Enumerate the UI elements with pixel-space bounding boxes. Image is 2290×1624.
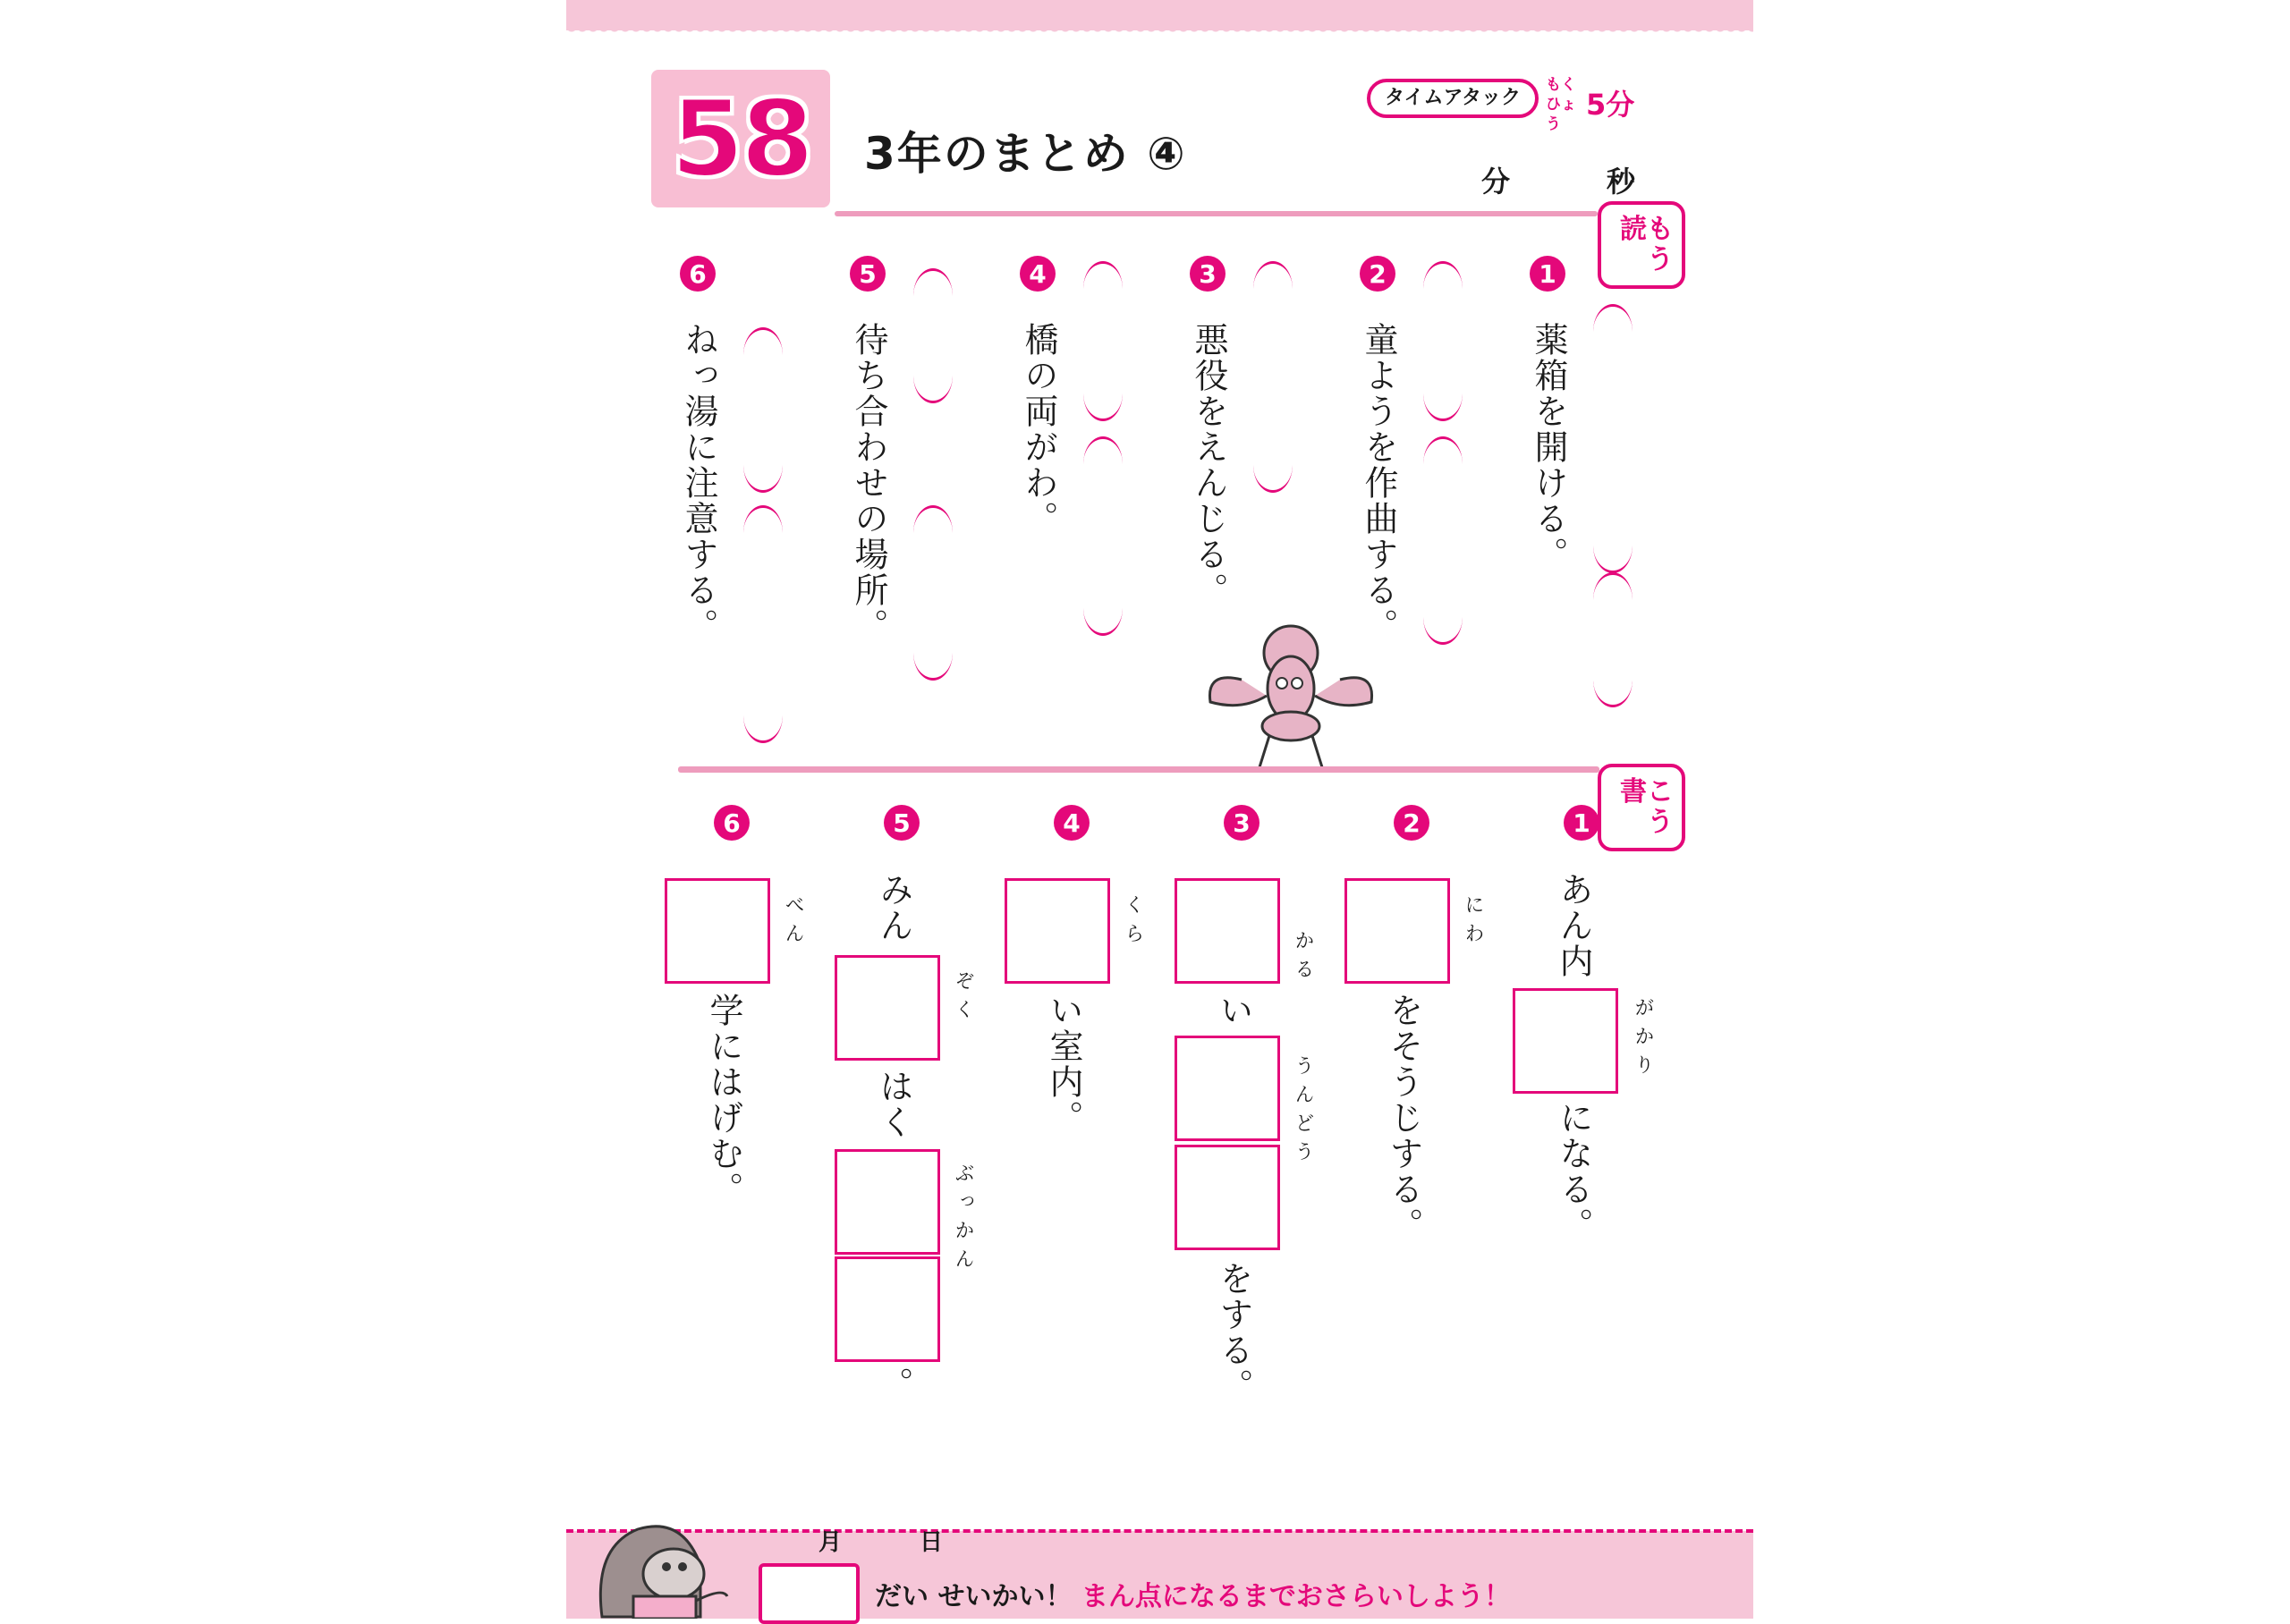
writing-q4-answer-box[interactable] (1005, 878, 1110, 984)
writing-stamp (1598, 764, 1685, 851)
reading-q4-answer-bottom[interactable] (1083, 393, 1123, 421)
month-label: 月 (818, 1529, 843, 1556)
writing-q4-after: い室内。 (1044, 993, 1083, 1136)
poodle-mascot-illustration (1188, 617, 1394, 767)
target-time: 5分 (1586, 88, 1635, 122)
reading-q3-number: 3 (1190, 256, 1226, 292)
reading-q2-answer-bottom[interactable] (1423, 393, 1463, 421)
writing-q6-number: 6 (714, 805, 750, 841)
writing-q2-ruby: にわ (1462, 894, 1484, 952)
writing-q3-after: をする。 (1214, 1261, 1253, 1404)
reading-q6-number: 6 (680, 256, 716, 292)
reading-q2-text: 童ようを作曲する。 (1359, 322, 1398, 644)
reading-q3-text: 悪役をえんじる。 (1189, 322, 1228, 608)
writing-q6-after: 学にはげむ。 (704, 993, 743, 1207)
writing-q6-ruby: べん (782, 894, 804, 952)
writing-q5-number: 5 (884, 805, 920, 841)
writing-q1-ruby: がかり (1632, 997, 1654, 1083)
praise-pink-text: まん点になるまでおさらいしよう！ (1081, 1581, 1511, 1612)
minutes-label: 分 (1481, 165, 1511, 199)
reading-q5-answer-top[interactable] (913, 268, 953, 296)
top-decoration-band (566, 0, 1753, 30)
writing-q5-answer-box-1[interactable] (835, 955, 940, 1061)
reading-q5-number: 5 (850, 256, 886, 292)
writing-q5-after: 。 (874, 1366, 913, 1402)
writing-q5-ruby-2: ぶっかん (952, 1163, 974, 1277)
reading-q2-answer2-top[interactable] (1423, 436, 1463, 464)
worksheet-page (566, 0, 1753, 1619)
time-attack-badge: タイムアタック (1367, 79, 1539, 118)
reading-q6-answer-bottom[interactable] (743, 465, 783, 493)
section-divider (678, 766, 1599, 773)
writing-q1-before: あん内 (1554, 872, 1593, 979)
writing-q3-ruby-2: うんどう (1292, 1055, 1314, 1170)
writing-q4-ruby: くら (1122, 894, 1144, 952)
writing-q5-mid: はく (874, 1069, 913, 1140)
reading-q5-answer-bottom[interactable] (913, 376, 953, 403)
reading-stamp (1598, 201, 1685, 289)
praise-message (875, 1574, 1511, 1613)
reading-q2-number: 2 (1360, 256, 1395, 292)
reading-q3-answer-bottom[interactable] (1253, 465, 1293, 493)
reading-q1-answer2-top[interactable] (1593, 572, 1633, 600)
writing-q6-answer-box[interactable] (665, 878, 770, 984)
writing-q2-answer-box[interactable] (1344, 878, 1450, 984)
lesson-number-badge (651, 70, 830, 207)
reading-q5-answer2-bottom[interactable] (913, 653, 953, 681)
praise-black-text: だい せいかい！ (875, 1581, 1073, 1612)
writing-q2-after: をそうじする。 (1384, 993, 1423, 1243)
reading-q4-answer-top[interactable] (1083, 261, 1123, 289)
page-title: 3年のまとめ ④ (864, 128, 1187, 180)
reading-q1-number: 1 (1530, 256, 1565, 292)
reading-q4-number: 4 (1020, 256, 1056, 292)
writing-q5-before: みん (874, 872, 913, 943)
reading-q1-text: 薬箱を開ける。 (1529, 322, 1568, 572)
reading-q6-text: ねっ湯に注意する。 (679, 322, 718, 644)
seconds-label: 秒 (1607, 165, 1636, 199)
reading-q1-answer-top[interactable] (1593, 304, 1633, 332)
writing-q5-answer-box-3[interactable] (835, 1256, 940, 1362)
day-label: 日 (920, 1529, 944, 1556)
writing-q3-mid: い (1214, 993, 1253, 1028)
reading-q1-answer2-bottom[interactable] (1593, 680, 1633, 707)
reading-q1-answer-bottom[interactable] (1593, 546, 1633, 573)
writing-q1-after: になる。 (1554, 1100, 1593, 1243)
reading-q6-answer2-bottom[interactable] (743, 715, 783, 743)
writing-q3-answer-box-3[interactable] (1175, 1145, 1280, 1250)
writing-q3-answer-box-1[interactable] (1175, 878, 1280, 984)
reading-q3-answer-top[interactable] (1253, 261, 1293, 289)
writing-q5-answer-box-2[interactable] (835, 1149, 940, 1255)
reading-q2-answer2-bottom[interactable] (1423, 617, 1463, 645)
writing-q2-number: 2 (1394, 805, 1429, 841)
writing-q5-ruby-1: ぞく (952, 970, 974, 1028)
target-label: もくひょう (1546, 76, 1576, 133)
title-underline (835, 211, 1598, 216)
writing-q1-answer-box[interactable] (1513, 988, 1618, 1094)
writing-q4-number: 4 (1054, 805, 1090, 841)
reading-stamp-text: 読もう (1620, 214, 1674, 275)
reading-q5-text: 待ち合わせの場所。 (849, 322, 888, 644)
hedgehog-mascot-illustration (584, 1511, 745, 1619)
reading-q4-answer2-bottom[interactable] (1083, 608, 1123, 636)
lesson-number: 58 (670, 77, 811, 200)
reading-q4-answer2-top[interactable] (1083, 436, 1123, 464)
reading-q5-answer2-top[interactable] (913, 505, 953, 533)
score-box[interactable] (759, 1563, 860, 1624)
reading-q4-text: 橋の両がわ。 (1019, 322, 1058, 537)
reading-q6-answer-top[interactable] (743, 327, 783, 355)
writing-q3-ruby-1: かる (1292, 930, 1314, 987)
writing-q1-number: 1 (1564, 805, 1599, 841)
writing-q3-number: 3 (1224, 805, 1260, 841)
reading-q2-answer-top[interactable] (1423, 261, 1463, 289)
writing-q3-answer-box-2[interactable] (1175, 1036, 1280, 1141)
reading-q6-answer2-top[interactable] (743, 505, 783, 533)
writing-stamp-text: 書こう (1620, 776, 1674, 838)
